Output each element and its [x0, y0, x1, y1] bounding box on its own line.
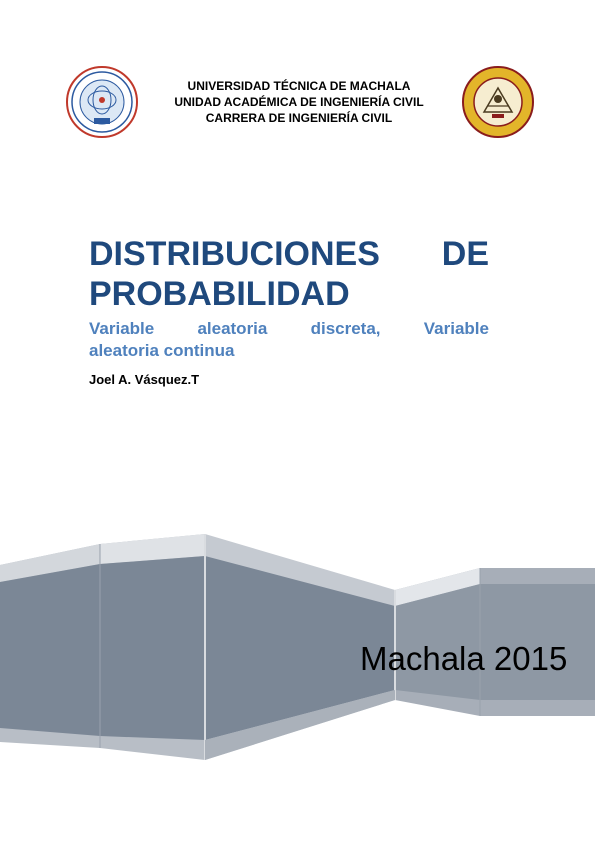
subtitle-word-3: discreta,	[310, 319, 381, 338]
subtitle-word-4: Variable	[423, 319, 489, 338]
header-university: UNIVERSIDAD TÉCNICA DE MACHALA	[187, 79, 411, 93]
faculty-seal-logo	[462, 66, 534, 138]
document-subtitle	[89, 318, 489, 362]
author-name: Joel A. Vásquez.T	[89, 372, 200, 387]
subtitle-line-2: aleatoria continua	[89, 341, 235, 360]
document-title	[89, 234, 489, 314]
header-career: CARRERA DE INGENIERÍA CIVIL	[205, 111, 393, 125]
title-word-1: DISTRIBUCIONES	[89, 235, 380, 273]
place-and-year: Machala 2015	[360, 640, 568, 677]
title-word-2: DE	[441, 235, 489, 273]
title-line-2: PROBABILIDAD	[89, 275, 350, 313]
subtitle-word-1: Variable	[89, 319, 155, 338]
header-academic-unit: UNIDAD ACADÉMICA DE INGENIERÍA CIVIL	[174, 95, 424, 109]
institution-header	[140, 78, 458, 126]
subtitle-word-2: aleatoria	[197, 319, 268, 338]
university-seal-logo	[66, 66, 138, 138]
